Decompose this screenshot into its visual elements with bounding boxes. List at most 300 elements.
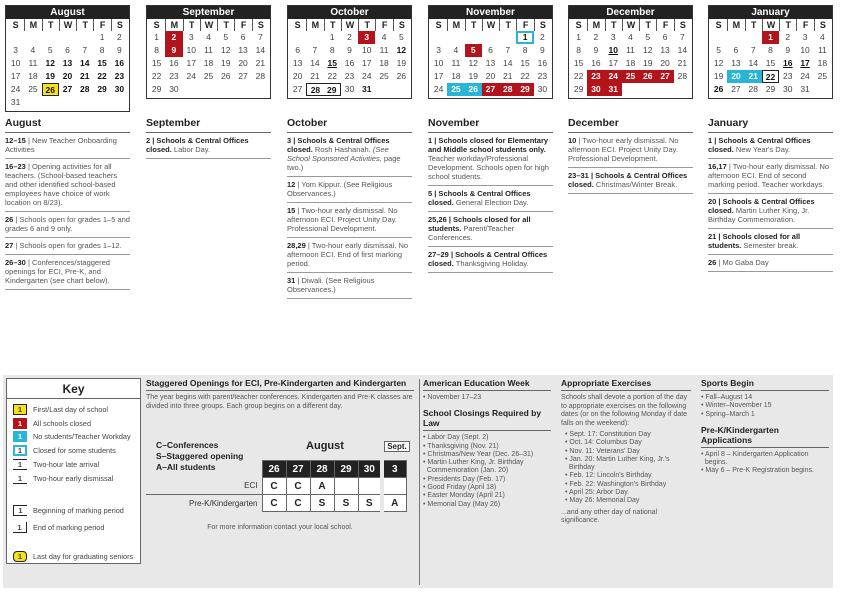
notes-september xyxy=(146,117,271,159)
calendar-day: 14 xyxy=(255,45,266,55)
calendar-day: 29 xyxy=(573,84,584,94)
calendar-day: 25 xyxy=(447,83,464,96)
event-date: 5 | Schools & Central Offices closed. xyxy=(428,189,531,207)
calendar-month-title: December xyxy=(569,6,692,19)
empty-day xyxy=(306,31,323,44)
calendar-day: 18 xyxy=(451,71,461,81)
event-date: 16,17 xyxy=(708,162,727,171)
calendar-day: 23 xyxy=(344,71,355,81)
calendar-day: 8 xyxy=(154,45,159,55)
calendar-day: 26 xyxy=(396,71,407,81)
calendar-day: 18 xyxy=(625,58,636,68)
weekday-header: T xyxy=(324,19,341,31)
sports-item: • Fall–August 14 xyxy=(701,394,753,401)
calendar-month-title: November xyxy=(429,6,552,19)
closings-title: School Closings Required by Law xyxy=(423,408,551,431)
calendar-event xyxy=(287,133,412,177)
calendar-day: 17 xyxy=(10,71,21,81)
notes-month-title: December xyxy=(568,117,693,133)
key-swatch: 1 xyxy=(13,505,27,516)
key-label: No students/Teacher Workday xyxy=(33,432,131,441)
event-text: | Mo Gaba Day xyxy=(716,258,769,267)
key-item xyxy=(13,404,108,415)
exercise-item: • Nov. 11: Veterans' Day xyxy=(565,447,640,455)
event-text: | New Teacher Onboarding Activities xyxy=(5,136,117,154)
calendar-day: 20 xyxy=(660,58,670,68)
key-swatch: 1 xyxy=(13,445,27,456)
calendar-event xyxy=(708,159,833,194)
notes-october xyxy=(287,117,412,299)
weekday-header: M xyxy=(24,19,41,31)
weekday-header: T xyxy=(779,19,796,31)
legend-c: C–Conferences xyxy=(156,440,219,450)
key-label: End of marking period xyxy=(33,523,105,532)
calendar-day: 6 xyxy=(295,45,300,55)
calendar-day: 2 xyxy=(165,31,182,44)
closing-item: • Christmas/New Year (Dec. 26–31) xyxy=(423,450,534,458)
weekday-header: M xyxy=(447,19,464,31)
calendar-event xyxy=(708,133,833,159)
calendar-month-title: August xyxy=(6,6,129,19)
calendar-day: 25 xyxy=(28,84,38,94)
calendar-day: 12 xyxy=(45,58,55,68)
calendar-day: 21 xyxy=(677,58,688,68)
calendar-day: 29 xyxy=(151,84,162,94)
calendar-day: 30 xyxy=(344,84,355,94)
sports-item: • Spring–March 1 xyxy=(701,410,755,418)
key-swatch: 1 xyxy=(13,473,27,484)
calendar-day: 22 xyxy=(97,71,107,81)
weekday-header: S xyxy=(12,20,19,30)
weekday-header: F xyxy=(375,19,392,31)
key-label: First/Last day of school xyxy=(33,405,109,414)
calendar-event xyxy=(428,186,553,212)
calendar-day: 28 xyxy=(80,84,90,94)
calendar-day: 31 xyxy=(10,97,21,107)
exercise-item: • May 26: Memorial Day xyxy=(565,497,640,505)
weekday-header: F xyxy=(516,19,533,31)
weekday-header: S xyxy=(435,20,442,30)
weekday-header: W xyxy=(200,19,217,31)
august-label: August xyxy=(306,440,344,452)
calendar-event xyxy=(146,133,271,159)
calendar-day: 14 xyxy=(310,58,320,68)
exercise-item: • Oct. 14: Columbus Day xyxy=(565,439,642,447)
calendar-day: 11 xyxy=(204,45,213,55)
calendar-day: 7 xyxy=(82,45,88,55)
event-date: 26 xyxy=(5,215,14,224)
notes-month-title: August xyxy=(5,117,130,133)
calendar-month-title: September xyxy=(147,6,270,19)
calendar-december xyxy=(568,5,693,99)
weekday-header: T xyxy=(639,19,656,31)
calendar-event xyxy=(287,238,412,273)
calendar-day: 19 xyxy=(396,58,407,68)
calendar-event xyxy=(5,238,130,255)
weekday-header: T xyxy=(465,19,482,31)
calendar-day: 23 xyxy=(587,70,604,83)
calendar-day: 2 xyxy=(785,32,791,42)
legend-a: A–All students xyxy=(156,462,216,472)
staggered-day-header: 26 xyxy=(262,461,286,478)
weekday-header: W xyxy=(622,19,639,31)
calendar-day: 14 xyxy=(677,45,688,55)
calendar-day: 28 xyxy=(499,83,516,96)
staggered-title: Staggered Openings for ECI, Pre-Kindergarten and Kindergarten xyxy=(146,378,414,391)
calendar-day: 20 xyxy=(62,71,73,81)
event-date: 27 xyxy=(5,241,14,250)
key-swatch: 1 xyxy=(13,522,27,533)
calendar-day: 4 xyxy=(206,32,211,42)
calendar-day: 7 xyxy=(505,45,511,55)
notes-august xyxy=(5,117,130,290)
sept-label: Sept. xyxy=(384,441,410,452)
calendar-day: 7 xyxy=(750,45,756,55)
calendar-day: 13 xyxy=(238,45,248,55)
calendar-day: 23 xyxy=(169,71,179,81)
calendar-day: 5 xyxy=(465,44,482,57)
calendar-day: 6 xyxy=(733,45,739,55)
calendar-day: 5 xyxy=(716,45,721,55)
event-text: Christmas/Winter Break. xyxy=(593,180,678,189)
event-date: 10 xyxy=(568,136,577,145)
weekday-header: F xyxy=(796,19,813,31)
divider xyxy=(419,379,420,585)
key-item xyxy=(13,459,99,470)
empty-day xyxy=(24,31,41,44)
calendar-day: 10 xyxy=(800,45,810,55)
calendar-day: 23 xyxy=(537,71,548,81)
calendar-day: 2 xyxy=(593,32,599,42)
event-text: | Opening activities for all teachers. (School-based teachers and other identified school-based employees have choice of work location on 8/23). xyxy=(5,162,118,207)
key-label: Two-hour late arrival xyxy=(33,460,100,469)
calendar-october xyxy=(287,5,412,99)
staggered-cell: C xyxy=(286,495,310,512)
calendar-grid xyxy=(429,19,552,98)
event-text: | Two-hour early dismissal. No afternoon ECI. Project Unity Day. Professional Development. xyxy=(287,206,398,233)
weekday-header: S xyxy=(715,20,722,30)
empty-day xyxy=(76,31,93,44)
key-swatch: 1 xyxy=(13,459,27,470)
calendar-day: 6 xyxy=(662,32,668,42)
closing-item: • Good Friday (April 18) xyxy=(423,484,497,492)
weekday-header: W xyxy=(341,19,358,31)
staggered-cell: C xyxy=(262,495,286,512)
event-text: Semester break. xyxy=(741,241,799,250)
aew-title: American Education Week xyxy=(423,378,551,391)
event-text: | Two-hour early dismissal. No afternoon ECI. End of first marking period. xyxy=(287,241,409,268)
calendar-day: 29 xyxy=(516,83,533,96)
event-text: Thanksgiving Holiday. xyxy=(453,259,529,268)
event-text: Teacher workday/Professional Development. Schools open for high school students. xyxy=(428,154,549,181)
event-text-2: page two.) xyxy=(287,154,401,172)
calendar-day: 11 xyxy=(28,58,38,68)
event-text: New Year's Day. xyxy=(733,145,791,154)
calendar-day: 26 xyxy=(221,71,231,81)
calendar-day: 11 xyxy=(817,45,827,55)
calendar-day: 11 xyxy=(451,58,461,68)
calendar-day: 29 xyxy=(765,84,776,94)
calendar-day: 16 xyxy=(344,58,355,68)
calendar-day: 11 xyxy=(626,45,635,55)
calendar-day: 4 xyxy=(628,32,633,42)
calendar-day: 24 xyxy=(362,71,372,81)
event-date: 16–23 xyxy=(5,162,26,171)
exercises-text: Schools shall devote a portion of the day to appropriate exercises on the following dates (or on the following Monday if date falls on the weekend): xyxy=(561,394,688,427)
calendar-day: 27 xyxy=(62,84,73,94)
event-date: 26 xyxy=(708,258,717,267)
calendar-day: 27 xyxy=(238,71,248,81)
calendar-day: 21 xyxy=(255,58,266,68)
calendar-day: 15 xyxy=(151,58,162,68)
calendar-august xyxy=(5,5,130,112)
event-date: 3 | Schools & Central Offices closed. xyxy=(287,136,390,154)
calendar-day: 13 xyxy=(731,58,741,68)
key-label: Two-hour early dismissal xyxy=(33,474,114,483)
event-text: General Election Day. xyxy=(453,198,529,207)
calendar-day: 16 xyxy=(169,58,179,68)
calendar-day: 16 xyxy=(114,58,125,68)
calendar-day: 31 xyxy=(800,84,810,94)
exercise-item: • Feb. 22: Washington's Birthday xyxy=(565,480,667,488)
calendar-day: 18 xyxy=(28,71,38,81)
aew-section xyxy=(423,378,551,509)
weekday-header: T xyxy=(745,19,762,31)
calendar-day: 27 xyxy=(482,83,499,96)
calendar-day: 9 xyxy=(785,45,791,55)
weekday-header: F xyxy=(656,19,673,31)
notes-month-title: November xyxy=(428,117,553,133)
event-note: (See School Sponsored Activities, xyxy=(287,145,389,163)
calendar-day: 9 xyxy=(593,45,599,55)
key-item xyxy=(13,431,131,442)
calendar-day: 26 xyxy=(713,84,724,94)
key-swatch: 1 xyxy=(13,418,27,429)
staggered-cell: S xyxy=(310,495,334,512)
calendar-day: 3 xyxy=(802,32,808,42)
weekday-header: S xyxy=(153,20,160,30)
calendar-event xyxy=(708,255,833,272)
staggered-day-header: 27 xyxy=(286,461,310,478)
calendar-day: 19 xyxy=(643,58,653,68)
closing-item: • Labor Day (Sept. 2) xyxy=(423,434,489,442)
calendar-day: 8 xyxy=(576,45,581,55)
empty-day xyxy=(7,31,24,44)
staggered-cell xyxy=(382,478,406,495)
calendar-day: 22 xyxy=(762,70,779,83)
calendar-day: 20 xyxy=(292,71,303,81)
calendar-day: 9 xyxy=(347,45,352,55)
calendar-day: 5 xyxy=(398,32,404,42)
calendar-day: 19 xyxy=(45,71,55,81)
calendar-day: 22 xyxy=(573,71,584,81)
key-box xyxy=(6,378,141,564)
calendar-day: 27 xyxy=(292,84,303,94)
calendar-day: 27 xyxy=(656,70,673,83)
calendar-event xyxy=(428,212,553,247)
sports-item: • Winter–November 15 xyxy=(701,402,772,410)
calendar-day: 12 xyxy=(221,45,231,55)
exercise-item: • Feb. 12: Lincoln's Birthday xyxy=(565,472,652,480)
calendar-day: 21 xyxy=(503,71,513,81)
calendar-event xyxy=(5,255,130,290)
calendar-day: 24 xyxy=(605,70,622,83)
calendar-january xyxy=(708,5,833,99)
weekday-header: W xyxy=(59,19,76,31)
calendar-day: 1 xyxy=(99,32,105,42)
key-title: Key xyxy=(7,379,140,399)
event-text: Martin Luther King, Jr. Birthday Commemoration. xyxy=(708,206,810,224)
empty-day xyxy=(289,31,306,44)
calendar-day: 14 xyxy=(748,58,758,68)
calendar-day: 4 xyxy=(819,32,825,42)
calendar-day: 12 xyxy=(643,45,653,55)
weekday-header: T xyxy=(217,19,234,31)
staggered-cell: S xyxy=(358,495,382,512)
calendar-day: 4 xyxy=(381,32,387,42)
calendar-day: 20 xyxy=(238,58,248,68)
calendar-day: 10 xyxy=(362,45,372,55)
calendar-day: 29 xyxy=(324,83,341,96)
calendar-day: 6 xyxy=(488,45,493,55)
prek-item: • May 6 – Pre-K Registration begins. xyxy=(701,467,814,475)
notes-november xyxy=(428,117,553,273)
calendar-grid xyxy=(569,19,692,98)
calendar-day: 12 xyxy=(396,45,407,55)
calendar-day: 19 xyxy=(221,58,231,68)
event-text: Parent/Teacher Conferences. xyxy=(428,224,515,242)
calendar-day: 9 xyxy=(539,45,545,55)
calendar-day: 13 xyxy=(660,45,670,55)
calendar-day: 22 xyxy=(151,71,162,81)
calendar-day: 16 xyxy=(591,58,601,68)
calendar-day: 21 xyxy=(310,71,320,81)
calendar-month-title: January xyxy=(709,6,832,19)
exercise-item: • April 25: Arbor Day xyxy=(565,489,628,497)
calendar-day: 25 xyxy=(622,70,639,83)
event-date: 1 | Schools closed for Elementary and Middle school students only. xyxy=(428,136,549,154)
calendar-event xyxy=(568,168,693,194)
calendar-day: 7 xyxy=(312,45,318,55)
staggered-table xyxy=(146,460,407,512)
event-date: 23–31 | Schools & Central Offices closed. xyxy=(568,171,688,189)
calendar-day: 25 xyxy=(817,71,828,81)
weekday-header: M xyxy=(587,19,604,31)
calendar-day: 19 xyxy=(468,71,478,81)
closing-item: • Easter Monday (April 21) xyxy=(423,492,505,500)
event-date: 12 xyxy=(287,180,296,189)
calendar-day: 30 xyxy=(169,84,179,94)
staggered-day-header: 3 xyxy=(382,461,406,478)
calendar-day: 6 xyxy=(65,45,70,55)
exercise-item: • Jan. 20: Martin Luther King, Jr.'s xyxy=(565,455,670,463)
calendar-event xyxy=(287,177,412,203)
sports-section xyxy=(701,378,829,476)
empty-day xyxy=(482,31,499,44)
calendar-day: 15 xyxy=(97,58,107,68)
calendar-grid xyxy=(709,19,832,98)
calendar-day: 15 xyxy=(327,58,337,68)
weekday-header: S xyxy=(674,19,691,31)
calendar-event xyxy=(428,133,553,186)
weekday-header: F xyxy=(93,19,110,31)
calendar-day: 22 xyxy=(520,71,530,81)
calendar-day: 8 xyxy=(522,45,528,55)
closing-item: • Memorial Day (May 26) xyxy=(423,500,501,508)
event-date: 1 | Schools & Central Offices closed. xyxy=(708,136,811,154)
weekday-header: S xyxy=(294,20,301,30)
calendar-day: 3 xyxy=(358,31,375,44)
key-item xyxy=(13,418,91,429)
empty-day xyxy=(42,31,59,44)
notes-december xyxy=(568,117,693,194)
staggered-cell xyxy=(334,478,358,495)
event-date: 20 | Schools & Central Offices closed. xyxy=(708,197,815,215)
empty-day xyxy=(499,31,516,44)
calendar-day: 22 xyxy=(327,71,337,81)
weekday-header: M xyxy=(165,19,182,31)
calendar-day: 16 xyxy=(783,58,793,68)
calendar-event xyxy=(428,247,553,273)
closing-item: Commemoration (Jan. 20) xyxy=(423,467,509,475)
calendar-day: 17 xyxy=(800,58,810,68)
empty-day xyxy=(447,31,464,44)
weekday-header: W xyxy=(762,19,779,31)
event-text: Rosh Hashanah. xyxy=(312,145,371,154)
key-item xyxy=(13,505,124,516)
calendar-day: 25 xyxy=(203,71,214,81)
calendar-day: 2 xyxy=(347,32,352,42)
calendar-day: 26 xyxy=(639,70,656,83)
event-date: 2 | Schools & Central Offices closed. xyxy=(146,136,249,154)
calendar-day: 2 xyxy=(116,32,122,42)
calendar-day: 20 xyxy=(727,70,744,83)
event-text: | Diwali. (See Religious Observances.) xyxy=(287,276,375,294)
calendar-day: 3 xyxy=(13,45,18,55)
calendar-day: 26 xyxy=(465,83,482,96)
calendar-grid xyxy=(147,19,270,98)
event-date: 25,26 | Schools closed for all students. xyxy=(428,215,531,233)
aew-item: • November 17–23 xyxy=(423,394,482,401)
event-text: | Two-hour early dismissal. No afternoon ECI. Project Unity Day. Professional Development. xyxy=(568,136,679,163)
calendar-day: 9 xyxy=(165,44,182,57)
empty-day xyxy=(430,31,447,44)
calendar-day: 29 xyxy=(97,84,107,94)
calendar-day: 15 xyxy=(573,58,584,68)
calendar-day: 5 xyxy=(47,45,53,55)
calendar-day: 10 xyxy=(10,58,21,68)
calendar-day: 11 xyxy=(379,45,389,55)
event-date: 12–15 xyxy=(5,136,26,145)
event-text: | Two-hour early dismissal. No afternoon ECI. End of second marking period. Teacher workdays. xyxy=(708,162,830,189)
key-label: All schools closed xyxy=(33,419,91,428)
weekday-header: T xyxy=(76,19,93,31)
calendar-day: 4 xyxy=(30,45,36,55)
calendar-month-title: October xyxy=(288,6,411,19)
exercises-footer: ...and any other day of national significance. xyxy=(561,508,658,525)
weekday-header: T xyxy=(358,19,375,31)
calendar-day: 14 xyxy=(80,58,90,68)
calendar-grid xyxy=(288,19,411,98)
empty-day xyxy=(59,31,76,44)
calendar-day: 15 xyxy=(765,58,776,68)
calendar-day: 1 xyxy=(516,31,533,44)
notes-month-title: September xyxy=(146,117,271,133)
empty-day xyxy=(727,31,744,44)
calendar-day: 23 xyxy=(783,71,793,81)
exercise-item: Birthday xyxy=(565,464,595,472)
calendar-day: 28 xyxy=(306,83,323,96)
